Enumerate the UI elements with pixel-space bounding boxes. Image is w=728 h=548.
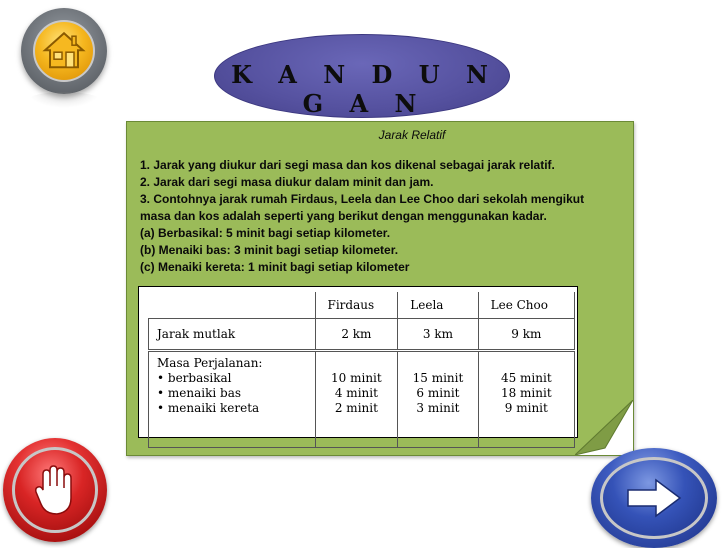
header-leela: Leela bbox=[398, 292, 478, 319]
masa-value: 18 minit bbox=[500, 386, 552, 400]
masa-value: 3 minit bbox=[416, 401, 460, 415]
home-button-face bbox=[33, 20, 95, 82]
masa-value: 6 minit bbox=[416, 386, 460, 400]
page-title: K A N D U N G A N bbox=[231, 60, 497, 118]
cell-masa-leechoo bbox=[478, 351, 574, 448]
house-icon bbox=[42, 30, 86, 70]
content-line: 1. Jarak yang diukur dari segi masa dan kos dikenal sebagai jarak relatif. bbox=[140, 158, 555, 172]
content-line: (b) Menaiki bas: 3 minit bagi setiap kilometer. bbox=[140, 243, 399, 257]
cell-masa-leela bbox=[398, 351, 478, 448]
content-heading: Jarak Relatif bbox=[378, 128, 446, 142]
stop-button[interactable] bbox=[3, 438, 107, 542]
masa-value: 15 minit bbox=[412, 371, 464, 385]
distance-table-panel bbox=[138, 286, 578, 438]
header-leechoo: Lee Choo bbox=[478, 292, 574, 319]
masa-item: • berbasikal bbox=[157, 371, 232, 385]
masa-value: 10 minit bbox=[331, 371, 382, 385]
home-button-reflection bbox=[28, 92, 100, 108]
content-line: (a) Berbasikal: 5 minit bagi setiap kilometer. bbox=[140, 226, 391, 240]
home-button[interactable] bbox=[21, 8, 107, 94]
cell-masa-firdaus bbox=[315, 351, 398, 448]
row-label-jarak: Jarak mutlak bbox=[149, 319, 316, 351]
masa-value: 2 minit bbox=[334, 401, 378, 415]
cell-jarak-leela: 3 km bbox=[398, 319, 478, 351]
cell-jarak-firdaus: 2 km bbox=[315, 319, 398, 351]
masa-value: 45 minit bbox=[500, 371, 552, 385]
stop-hand-icon bbox=[33, 464, 77, 516]
row-label-masa bbox=[149, 351, 316, 448]
cell-jarak-leechoo: 9 km bbox=[478, 319, 574, 351]
distance-table bbox=[148, 292, 575, 448]
content-line: masa dan kos adalah seperti yang berikut dengan menggunakan kadar. bbox=[140, 209, 547, 223]
content-text bbox=[140, 127, 624, 276]
masa-value: 4 minit bbox=[334, 386, 378, 400]
next-button-face bbox=[600, 457, 708, 539]
content-line: (c) Menaiki kereta: 1 minit bagi setiap kilometer bbox=[140, 260, 410, 274]
masa-item: • menaiki bas bbox=[157, 386, 242, 400]
table-row-jarak bbox=[149, 319, 575, 351]
content-line: 2. Jarak dari segi masa diukur dalam minit dan jam. bbox=[140, 175, 434, 189]
next-button[interactable] bbox=[591, 448, 717, 548]
table-header-empty bbox=[149, 292, 316, 319]
masa-item: • menaiki kereta bbox=[157, 401, 260, 415]
header-firdaus: Firdaus bbox=[315, 292, 398, 319]
page-curl bbox=[575, 400, 633, 455]
table-header-row bbox=[149, 292, 575, 319]
masa-label: Masa Perjalanan: bbox=[157, 356, 263, 370]
stop-button-face bbox=[12, 447, 98, 533]
arrow-right-icon bbox=[624, 478, 684, 518]
table-row-masa bbox=[149, 351, 575, 448]
content-line: 3. Contohnya jarak rumah Firdaus, Leela dan Lee Choo dari sekolah mengikut bbox=[140, 192, 585, 206]
masa-value: 9 minit bbox=[504, 401, 548, 415]
